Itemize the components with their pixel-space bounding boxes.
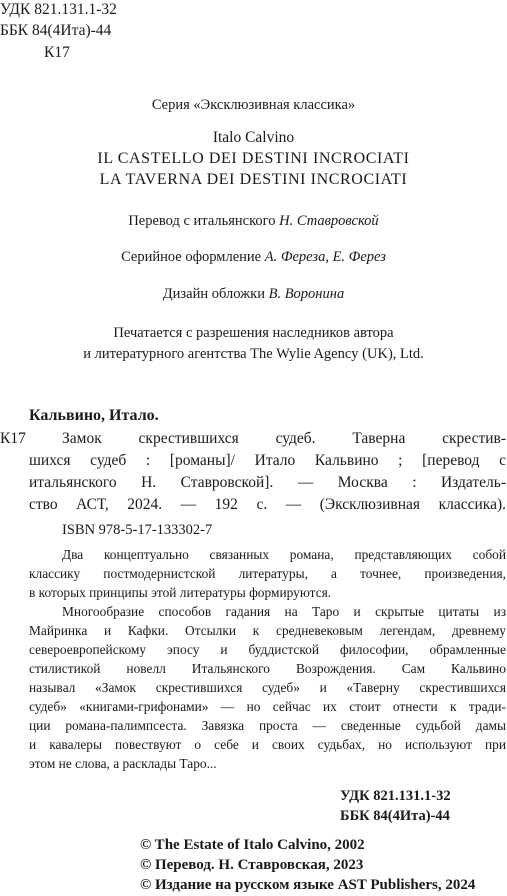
author-mark-top: К17 [44, 44, 70, 61]
catalog-line-2: шихся судеб : [романы]/ Итало Кальвино ; [перевод с [29, 452, 506, 469]
annotation-line-3: в которых принципы этой литературы формируются. [29, 585, 332, 600]
annotation-line-4: Многообразие способов гадания на Таро и скрытые цитаты из [62, 604, 506, 619]
cover-design-prefix: Дизайн обложки [162, 286, 269, 302]
bbk-code-top: ББК 84(4Ита)-44 [0, 22, 112, 39]
annotation-line-5: Майринка и Кафки. Отсылки к средневековым легендам, древнему [29, 623, 506, 638]
annotation-line-10: ции романа-палимпсеста. Завязка проста — сведенные судьбой дамы [29, 718, 506, 733]
annotation-line-12: этом не слова, а расклады Таро... [29, 756, 217, 771]
annotation-line-8: назывaл «Замок скрестившихся судеб» и «Таверну скрестившихся [29, 680, 506, 695]
catalog-line-1: Замок скрестившихся судеб. Таверна скрестив- [62, 430, 506, 447]
author-original: Italo Calvino [212, 129, 295, 146]
annotation-line-7: стилистикой новелл Итальянского Возрождения. Сам Кальвино [29, 661, 506, 676]
annotation-line-9: судеб» «книгами-грифонами» — но сейчас их стоит отнести к тради- [29, 699, 506, 714]
catalog-mark: К17 [0, 430, 26, 447]
translation-prefix: Перевод с итальянского [128, 213, 280, 229]
bbk-code-bottom: ББК 84(4Ита)-44 [340, 808, 450, 824]
copyright-line-3: © Издание на русском языке AST Publishers, 2024 [140, 877, 476, 893]
permission-line-2: и литературного агентства The Wylie Agency (UK), Ltd. [83, 346, 424, 362]
cover-design-credit [0, 284, 507, 304]
udk-code-top: УДК 821.131.1-32 [0, 1, 117, 18]
translator-name: Н. Ставровской [279, 213, 379, 229]
catalog-line-4: ство АСТ, 2024. — 192 с. — (Эксклюзивная классика). [29, 496, 506, 513]
annotation-line-6: североевропейскому эпосу и буддистской философии, обрамленные [29, 642, 506, 657]
copyright-line-1: © The Estate of Italo Calvino, 2002 [140, 837, 365, 853]
series-line: Серия «Эксклюзивная классика» [151, 97, 356, 113]
catalog-heading: Кальвино, Итало. [29, 407, 159, 424]
series-design-prefix: Серийное оформление [121, 249, 265, 265]
copyright-line-2: © Перевод. Н. Ставровская, 2023 [140, 857, 364, 873]
series-design-credit [0, 247, 507, 267]
annotation-line-2: классику постмодернистской литературы, а точнее, произведения, [29, 566, 506, 581]
permission-line-1: Печатается с разрешения наследников автора [113, 325, 394, 341]
original-title-line2: LA TAVERNA DEI DESTINI INCROCIATI [99, 171, 408, 188]
annotation-line-1: Два концептуально связанных романа, представляющих собой [62, 547, 506, 562]
udk-code-bottom: УДК 821.131.1-32 [340, 788, 451, 804]
isbn: ISBN 978-5-17-133302-7 [62, 522, 213, 538]
original-title-line1: IL CASTELLO DEI DESTINI INCROCIATI [97, 150, 410, 167]
annotation-line-11: и кавалеры повествуют о себе и своих судьбах, но используют при [29, 737, 506, 752]
cover-designer: В. Воронина [268, 286, 345, 302]
translation-credit [0, 211, 507, 231]
catalog-line-3: итальянского Н. Ставровской]. — Москва : Издатель- [29, 474, 506, 491]
series-designers: А. Фереза, Е. Ферез [264, 249, 386, 265]
